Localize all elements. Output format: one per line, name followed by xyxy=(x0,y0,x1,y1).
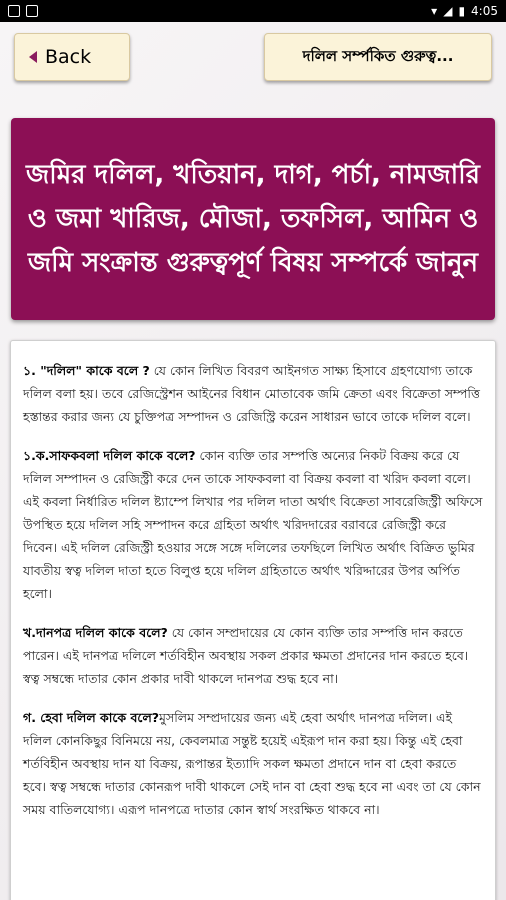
paragraph-safkobola xyxy=(23,444,483,605)
paragraph-body: যে কোন সম্প্রদায়ের যে কোন ব্যক্তি তার সম্পত্তি দান করতে পারেন। এই দানপত্র দলিলে শর্তবিহীন অবস্থায় সকল প্রকার ক্ষমতা প্রদানের দান করতে হবে। স্বত্ব সম্বন্ধে দাতার কোন প্রকার দাবী থাকলে দানপত্র শুদ্ধ হবে না। xyxy=(23,625,469,686)
content-card xyxy=(10,340,496,900)
status-left xyxy=(8,5,38,17)
status-bar xyxy=(0,0,506,22)
image-notification-icon xyxy=(8,5,20,17)
square-notification-icon xyxy=(26,5,38,17)
paragraph-heading: ১.ক.সাফকবলা দলিল কাকে বলে? xyxy=(23,448,196,463)
paragraph-heba xyxy=(23,706,483,821)
paragraph-heading: ১. "দলিল" কাকে বলে ? xyxy=(23,363,150,378)
signal-icon: ◢ xyxy=(443,4,453,18)
status-right xyxy=(431,4,498,18)
paragraph-dolil xyxy=(23,359,483,428)
paragraph-body: কোন ব্যক্তি তার সম্পত্তি অন্যের নিকট বিক্রয় করে যে দলিল সম্পাদন ও রেজিস্ট্রী করে দেন তাকে সাফকবলা বা বিক্রয় কবলা বা খরিদ কবলা বলে। এই কবলা নির্ধারিত দলিল ষ্ট্যাম্পে লিখার পর দলিল দাতা অর্থাৎ বিক্রেতা সাবরেজিস্ট্রী অফিসে উপস্থিত হয়ে দলিল সহি সম্পাদন করে গ্রহিতা অর্থাৎ খরিদদারের বরাবরে রেজিস্ট্রী করে দিবেন। এই দলিল রেজিস্ট্রী হওয়ার সঙ্গে সঙ্গে দলিলের তফছিলে লিখিত অর্থাৎ বিক্রিত ভুমির যাবতীয় স্বত্ব দলিল দাতা হতে বিলুপ্ত হয়ে দলিল গ্রহিতাতে অর্থাৎ খরিদ্দারের উপর অর্পিত হলো। xyxy=(23,448,483,601)
top-toolbar xyxy=(0,22,506,92)
battery-icon: ▮ xyxy=(458,4,466,18)
status-time: 4:05 xyxy=(471,4,498,18)
back-button[interactable] xyxy=(14,33,130,81)
back-button-label: Back xyxy=(45,46,92,68)
wifi-icon: ▾ xyxy=(431,4,438,18)
paragraph-heading: খ.দানপত্র দলিল কাকে বলে? xyxy=(23,625,168,640)
paragraph-body: যে কোন লিখিত বিবরণ আইনগত সাক্ষ্য হিসাবে গ্রহণযোগ্য তাকে দলিল বলা হয়। তবে রেজিস্ট্রেশন আইনের বিধান মোতাবেক জমি ক্রেতা এবং বিক্রেতা সম্পত্তি হস্তান্তর করার জন্য যে চুক্তিপত্র সম্পাদন ও রেজিস্ট্রি করেন সাধারন ভাবে তাকে দলিল বলে। xyxy=(23,363,480,424)
paragraph-danpotro xyxy=(23,621,483,690)
page-title-button[interactable]: দলিল সর্ম্পকিত গুরুত্ব... xyxy=(264,33,492,81)
back-arrow-icon xyxy=(29,51,37,63)
headline-banner: জমির দলিল, খতিয়ান, দাগ, পর্চা, নামজারি ও জমা খারিজ, মৌজা, তফসিল, আমিন ও জমি সংক্রান্ত গুরুত্বপূর্ণ বিষয় সম্পর্কে জানুন xyxy=(11,118,495,320)
paragraph-heading: গ. হেবা দলিল কাকে বলে? xyxy=(23,710,160,725)
paragraph-body: মুসলিম সম্প্রদায়ের জন্য এই হেবা অর্থাৎ দানপত্র দলিল। এই দলিল কোনকিছুর বিনিময়ে নয়, কেবলমাত্র সন্তুষ্ট হয়েই এইরূপ দান করা হয়। কিন্তু এই হেবা শর্তবিহীন অবস্থায় দান যা বিক্রয়, রূপান্তর ইত্যাদি সকল ক্ষমতা প্রদানে দান বা হেবা করতে হবে। স্বত্ব সম্বন্ধে দাতার কোনরূপ দাবী থাকলে সেই দান বা হেবা শুদ্ধ হবে না এবং তা যে কোন সময় বাতিলযোগ্য। এরূপ দানপত্রে দাতার কোন স্বার্থ সংরক্ষিত থাকবে না। xyxy=(23,710,481,817)
